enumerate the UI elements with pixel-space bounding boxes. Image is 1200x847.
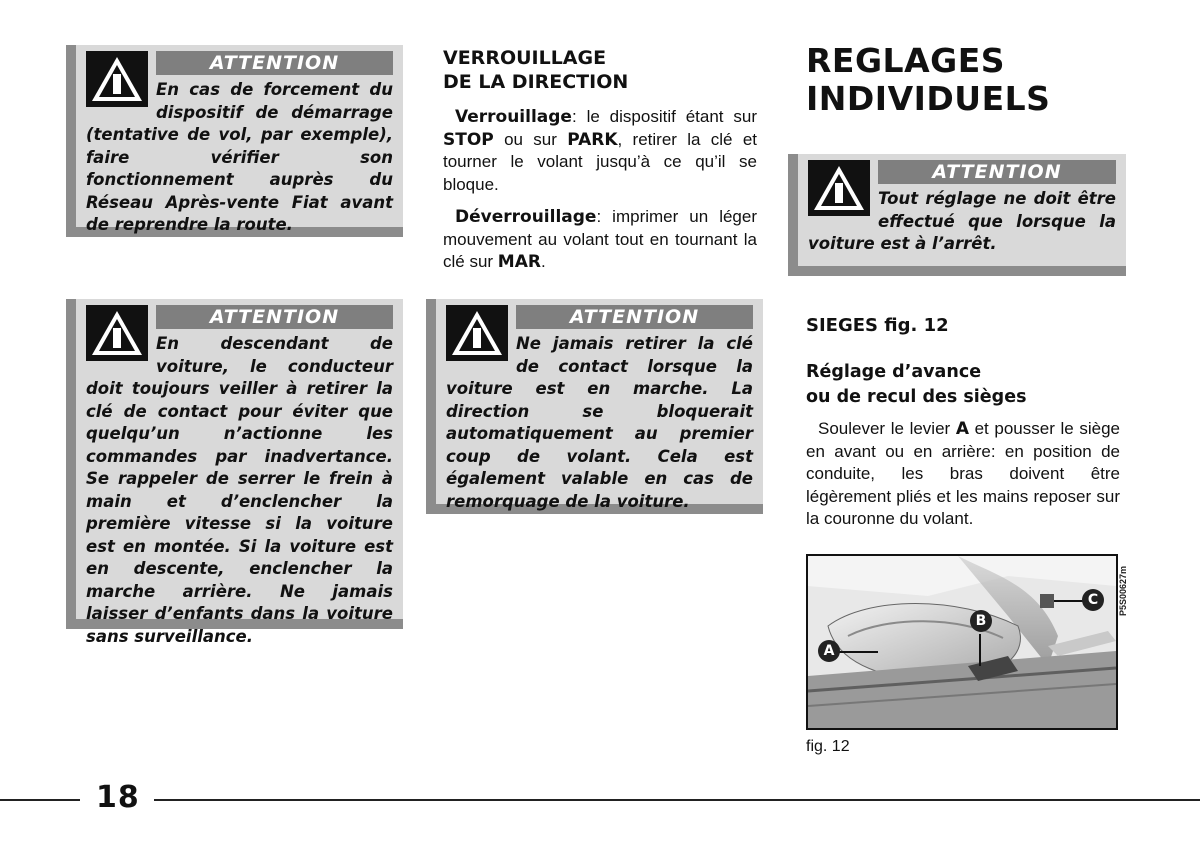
attention-label: ATTENTION: [878, 160, 1116, 184]
warning-text: En cas de forcement du dispositif de démarrage (tentative de vol, par exemple), faire vérifier son fonctionnement auprès du Réseau Après-vente Fiat avant de reprendre la route.: [86, 80, 393, 234]
callout-a: A: [818, 640, 840, 662]
seat-adjust-heading: Réglage d’avance ou de recul des sièges: [806, 362, 1027, 407]
seat-figure: [806, 554, 1118, 730]
figure-caption: fig. 12: [806, 738, 850, 755]
steering-lock-paragraph: Verrouillage: le dispositif étant sur STOP ou sur PARK, retirer la clé et tourner le volant jusqu’à ce qu’il se bloque.: [443, 107, 757, 194]
warning-box-2: [66, 299, 403, 646]
callout-b: B: [970, 610, 992, 632]
footer-rule-left: [0, 799, 80, 801]
warning-box-3: [426, 299, 763, 514]
warning-box-4: [788, 154, 1126, 276]
attention-label: ATTENTION: [156, 305, 393, 329]
seats-heading: SIEGES fig. 12: [806, 315, 949, 336]
page-number: 18: [96, 780, 140, 815]
seat-adjust-paragraph: Soulever le levier A et pousser le siège en avant ou en arrière: en position de conduite, les bras doivent être légèrement pliés et les mains reposer sur la couronne du volant.: [806, 419, 1120, 528]
callout-c: C: [1082, 589, 1104, 611]
attention-label: ATTENTION: [156, 51, 393, 75]
warning-triangle-icon: [446, 305, 508, 361]
section-title: REGLAGES INDIVIDUELS: [806, 41, 1051, 118]
warning-triangle-icon: [86, 305, 148, 361]
footer-rule-right: [154, 799, 1200, 801]
steering-lock-heading: VERROUILLAGE DE LA DIRECTION: [443, 47, 629, 93]
warning-triangle-icon: [808, 160, 870, 216]
warning-box-1: [66, 45, 403, 237]
warning-triangle-icon: [86, 51, 148, 107]
steering-unlock-paragraph: Déverrouillage: imprimer un léger mouvement au volant tout en tournant la clé sur MAR.: [443, 207, 757, 272]
figure-code: P5S00627m: [1118, 565, 1128, 616]
warning-text: En descendant de voiture, le conducteur doit toujours veiller à retirer la clé de contact pour éviter que quelqu’un n’actionne les commandes par inadvertance. Se rappeler de serrer le frein à main et d’enclencher la première vitesse si la voiture est en montée. Si la voiture est en descente, enclencher la marche arrière. Ne jamais laisser d’enfants dans la voiture sans surveillance.: [86, 334, 393, 646]
seat-illustration: [808, 556, 1116, 728]
attention-label: ATTENTION: [516, 305, 753, 329]
warning-text: Ne jamais retirer la clé de contact lorsque la voiture est en marche. La direction se bloquerait automatiquement au premier coup de volant. Cela est également valable en cas de remorquage de la voiture.: [446, 334, 753, 511]
warning-text: Tout réglage ne doit être effectué que lorsque la voiture est à l’arrêt.: [808, 189, 1116, 253]
